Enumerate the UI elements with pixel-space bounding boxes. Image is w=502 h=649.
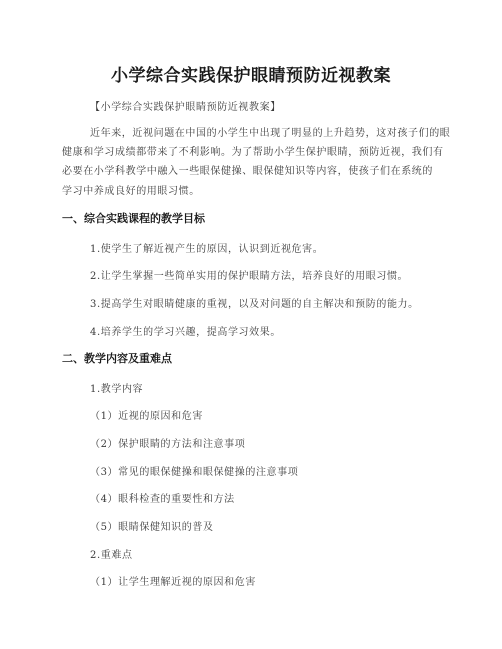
list-item: 2.让学生掌握一些简单实用的保护眼睛方法，培养良好的用眼习惯。 <box>90 271 409 282</box>
intro-line: 学习中养成良好的用眼习惯。 <box>62 186 200 197</box>
list-item: 4.培养学生的学习兴趣，提高学习效果。 <box>90 327 281 338</box>
intro-line: 健康和学习成绩都带来了不利影响。为了帮助小学生保护眼睛，预防近视，我们有 <box>62 147 444 158</box>
list-item: 3.提高学生对眼睛健康的重视，以及对问题的自主解决和预防的能力。 <box>90 299 419 310</box>
intro-line: 近年来，近视问题在中国的小学生中出现了明显的上升趋势，这对孩子们的眼 <box>90 128 451 139</box>
list-item: 1.使学生了解近视产生的原因，认识到近视危害。 <box>90 244 324 255</box>
document-title: 小学综合实践保护眼睛预防近视教案 <box>111 66 391 86</box>
document-subtitle: 【小学综合实践保护眼睛预防近视教案】 <box>90 102 281 113</box>
intro-line: 必要在小学科教学中融入一些眼保健操、眼保健知识等内容，使孩子们在系统的 <box>62 166 433 177</box>
sub-heading: 1.教学内容 <box>90 384 144 395</box>
section-heading: 二、教学内容及重难点 <box>62 352 172 365</box>
section-heading: 一、综合实践课程的教学目标 <box>62 212 205 225</box>
list-item: （1）让学生理解近视的原因和危害 <box>90 577 256 588</box>
list-item: （5）眼睛保健知识的普及 <box>90 522 214 533</box>
list-item: （2）保护眼睛的方法和注意事项 <box>90 439 246 450</box>
list-item: （4）眼科检查的重要性和方法 <box>90 494 235 505</box>
list-item: （1）近视的原因和危害 <box>90 411 203 422</box>
sub-heading: 2.重难点 <box>90 550 133 561</box>
list-item: （3）常见的眼保健操和眼保健操的注意事项 <box>90 467 299 478</box>
